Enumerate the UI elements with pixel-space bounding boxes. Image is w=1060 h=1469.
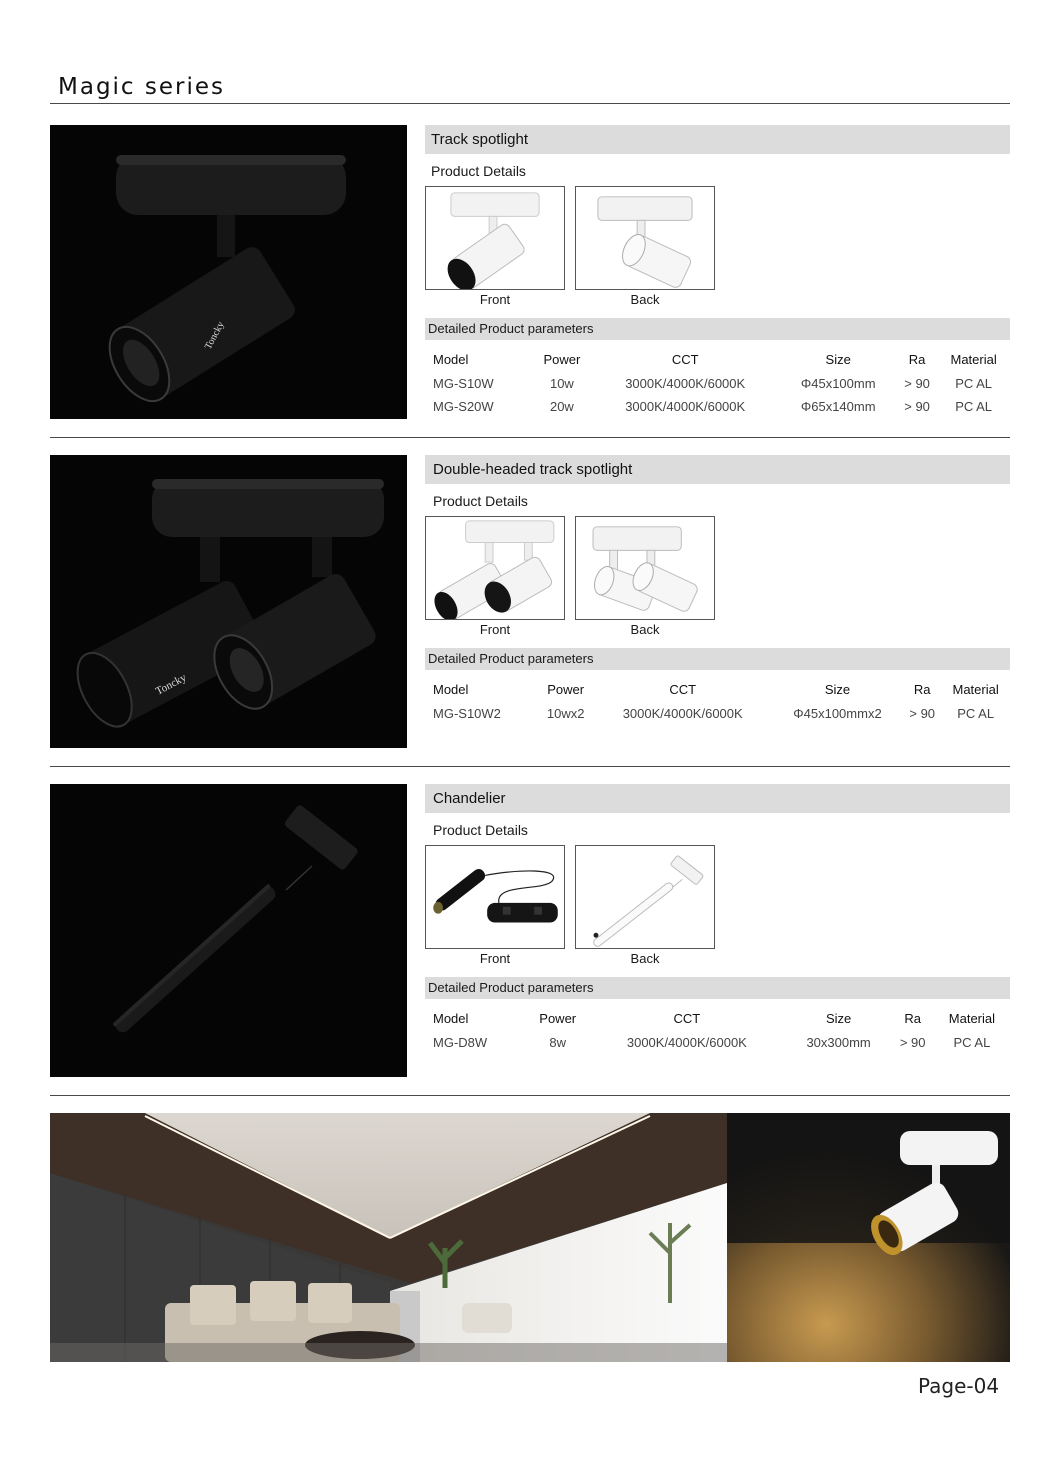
double-spotlight-front-white-icon	[426, 517, 564, 619]
col-cct: CCT	[671, 351, 699, 367]
product-hero-image	[50, 125, 407, 419]
col-cct: CCT	[673, 1010, 701, 1026]
product-track-spotlight	[50, 125, 1010, 421]
col-power: Power	[539, 1010, 577, 1026]
cell-size: 30x300mm	[806, 1035, 871, 1050]
params-header-row	[425, 676, 1010, 702]
cell-model: MG-S10W2	[433, 706, 501, 721]
product-info	[425, 784, 1010, 1054]
col-model: Model	[433, 681, 469, 697]
cell-ra: > 90	[899, 1035, 926, 1050]
col-power: Power	[543, 351, 581, 367]
col-ra: Ra	[904, 1010, 921, 1026]
params-header-row	[425, 346, 1010, 372]
params-header: Detailed Product parameters	[425, 977, 1010, 999]
cell-power: 8w	[549, 1035, 567, 1050]
thumbnail-back[interactable]	[575, 845, 715, 967]
chandelier-back-white-icon	[576, 846, 714, 948]
cell-material: PC AL	[957, 706, 995, 721]
thumbnail-front[interactable]	[425, 186, 565, 308]
col-material: Material	[952, 681, 999, 697]
col-power: Power	[547, 681, 585, 697]
col-ra: Ra	[913, 681, 931, 697]
cell-ra: > 90	[909, 706, 936, 721]
table-row	[425, 372, 1010, 395]
title-divider	[50, 103, 1010, 104]
application-scene-banner	[50, 1113, 1010, 1362]
table-row	[425, 1031, 1010, 1054]
col-size: Size	[825, 351, 851, 367]
col-ra: Ra	[908, 351, 926, 367]
page-number: Page-04	[918, 1374, 1000, 1398]
thumbnail-back[interactable]	[575, 516, 715, 638]
thumbnail-front[interactable]	[425, 516, 565, 638]
product-name: Chandelier	[425, 784, 1010, 813]
params-header-row	[425, 1005, 1010, 1031]
interior-scene-image	[50, 1113, 1010, 1362]
params-table	[425, 1005, 1010, 1054]
thumbnail-front[interactable]	[425, 845, 565, 967]
cell-model: MG-D8W	[433, 1035, 488, 1050]
product-hero-image	[50, 455, 407, 748]
cell-size: Φ65x140mm	[800, 399, 876, 414]
svg-text:Toncky: Toncky	[153, 671, 189, 698]
chandelier-front-black-icon	[426, 846, 564, 948]
page-title: Magic series	[58, 74, 225, 100]
thumbnail-caption: Front	[479, 622, 511, 637]
thumbnail-caption: Back	[630, 951, 660, 966]
cell-material: PC AL	[955, 376, 993, 391]
thumbnail-caption: Back	[630, 292, 660, 307]
cell-cct: 3000K/4000K/6000K	[626, 1035, 747, 1050]
product-info	[425, 125, 1010, 418]
thumbnail-gallery	[425, 516, 1010, 638]
params-table	[425, 676, 1010, 725]
product-info	[425, 455, 1010, 725]
section-divider	[50, 437, 1010, 438]
svg-text:Toncky: Toncky	[202, 319, 227, 352]
cell-material: PC AL	[955, 399, 993, 414]
cell-power: 10wx2	[546, 706, 585, 721]
table-row	[425, 702, 1010, 725]
chandelier-black-icon	[50, 784, 407, 1077]
product-details-label: Product Details	[433, 493, 528, 509]
thumbnail-caption: Front	[479, 292, 511, 307]
thumbnail-back[interactable]	[575, 186, 715, 308]
col-material: Material	[950, 351, 997, 367]
double-spotlight-back-white-icon	[576, 517, 714, 619]
params-header: Detailed Product parameters	[425, 318, 1010, 340]
col-material: Material	[948, 1010, 996, 1026]
cell-power: 20w	[549, 399, 574, 414]
thumbnail-gallery	[425, 186, 1010, 308]
cell-power: 10w	[549, 376, 574, 391]
params-table	[425, 346, 1010, 418]
product-details-label: Product Details	[433, 822, 528, 838]
spotlight-back-white-icon	[576, 187, 714, 289]
cell-ra: > 90	[904, 399, 930, 414]
cell-cct: 3000K/4000K/6000K	[625, 399, 746, 414]
cell-model: MG-S20W	[433, 399, 494, 414]
double-spotlight-black-icon	[50, 455, 407, 748]
thumbnail-gallery	[425, 845, 1010, 967]
cell-material: PC AL	[953, 1035, 991, 1050]
col-model: Model	[433, 1010, 469, 1026]
product-double-headed-spotlight	[50, 455, 1010, 751]
params-header: Detailed Product parameters	[425, 648, 1010, 670]
section-divider	[50, 766, 1010, 767]
cell-size: Φ45x100mm	[800, 376, 876, 391]
col-cct: CCT	[669, 681, 697, 697]
spotlight-front-white-icon	[426, 187, 564, 289]
cell-cct: 3000K/4000K/6000K	[625, 376, 746, 391]
cell-model: MG-S10W	[433, 376, 494, 391]
cell-ra: > 90	[904, 376, 930, 391]
product-name: Track spotlight	[425, 125, 1010, 154]
col-size: Size	[825, 1010, 852, 1026]
cell-cct: 3000K/4000K/6000K	[622, 706, 743, 721]
cell-size: Φ45x100mmx2	[793, 706, 882, 721]
product-details-label: Product Details	[431, 163, 526, 179]
product-chandelier	[50, 784, 1010, 1080]
col-size: Size	[824, 681, 851, 697]
thumbnail-caption: Back	[630, 622, 660, 637]
product-hero-image	[50, 784, 407, 1077]
thumbnail-caption: Front	[479, 951, 511, 966]
col-model: Model	[433, 351, 469, 367]
product-name: Double-headed track spotlight	[425, 455, 1010, 484]
section-divider	[50, 1095, 1010, 1096]
track-spotlight-black-icon	[50, 125, 407, 419]
table-row	[425, 395, 1010, 418]
